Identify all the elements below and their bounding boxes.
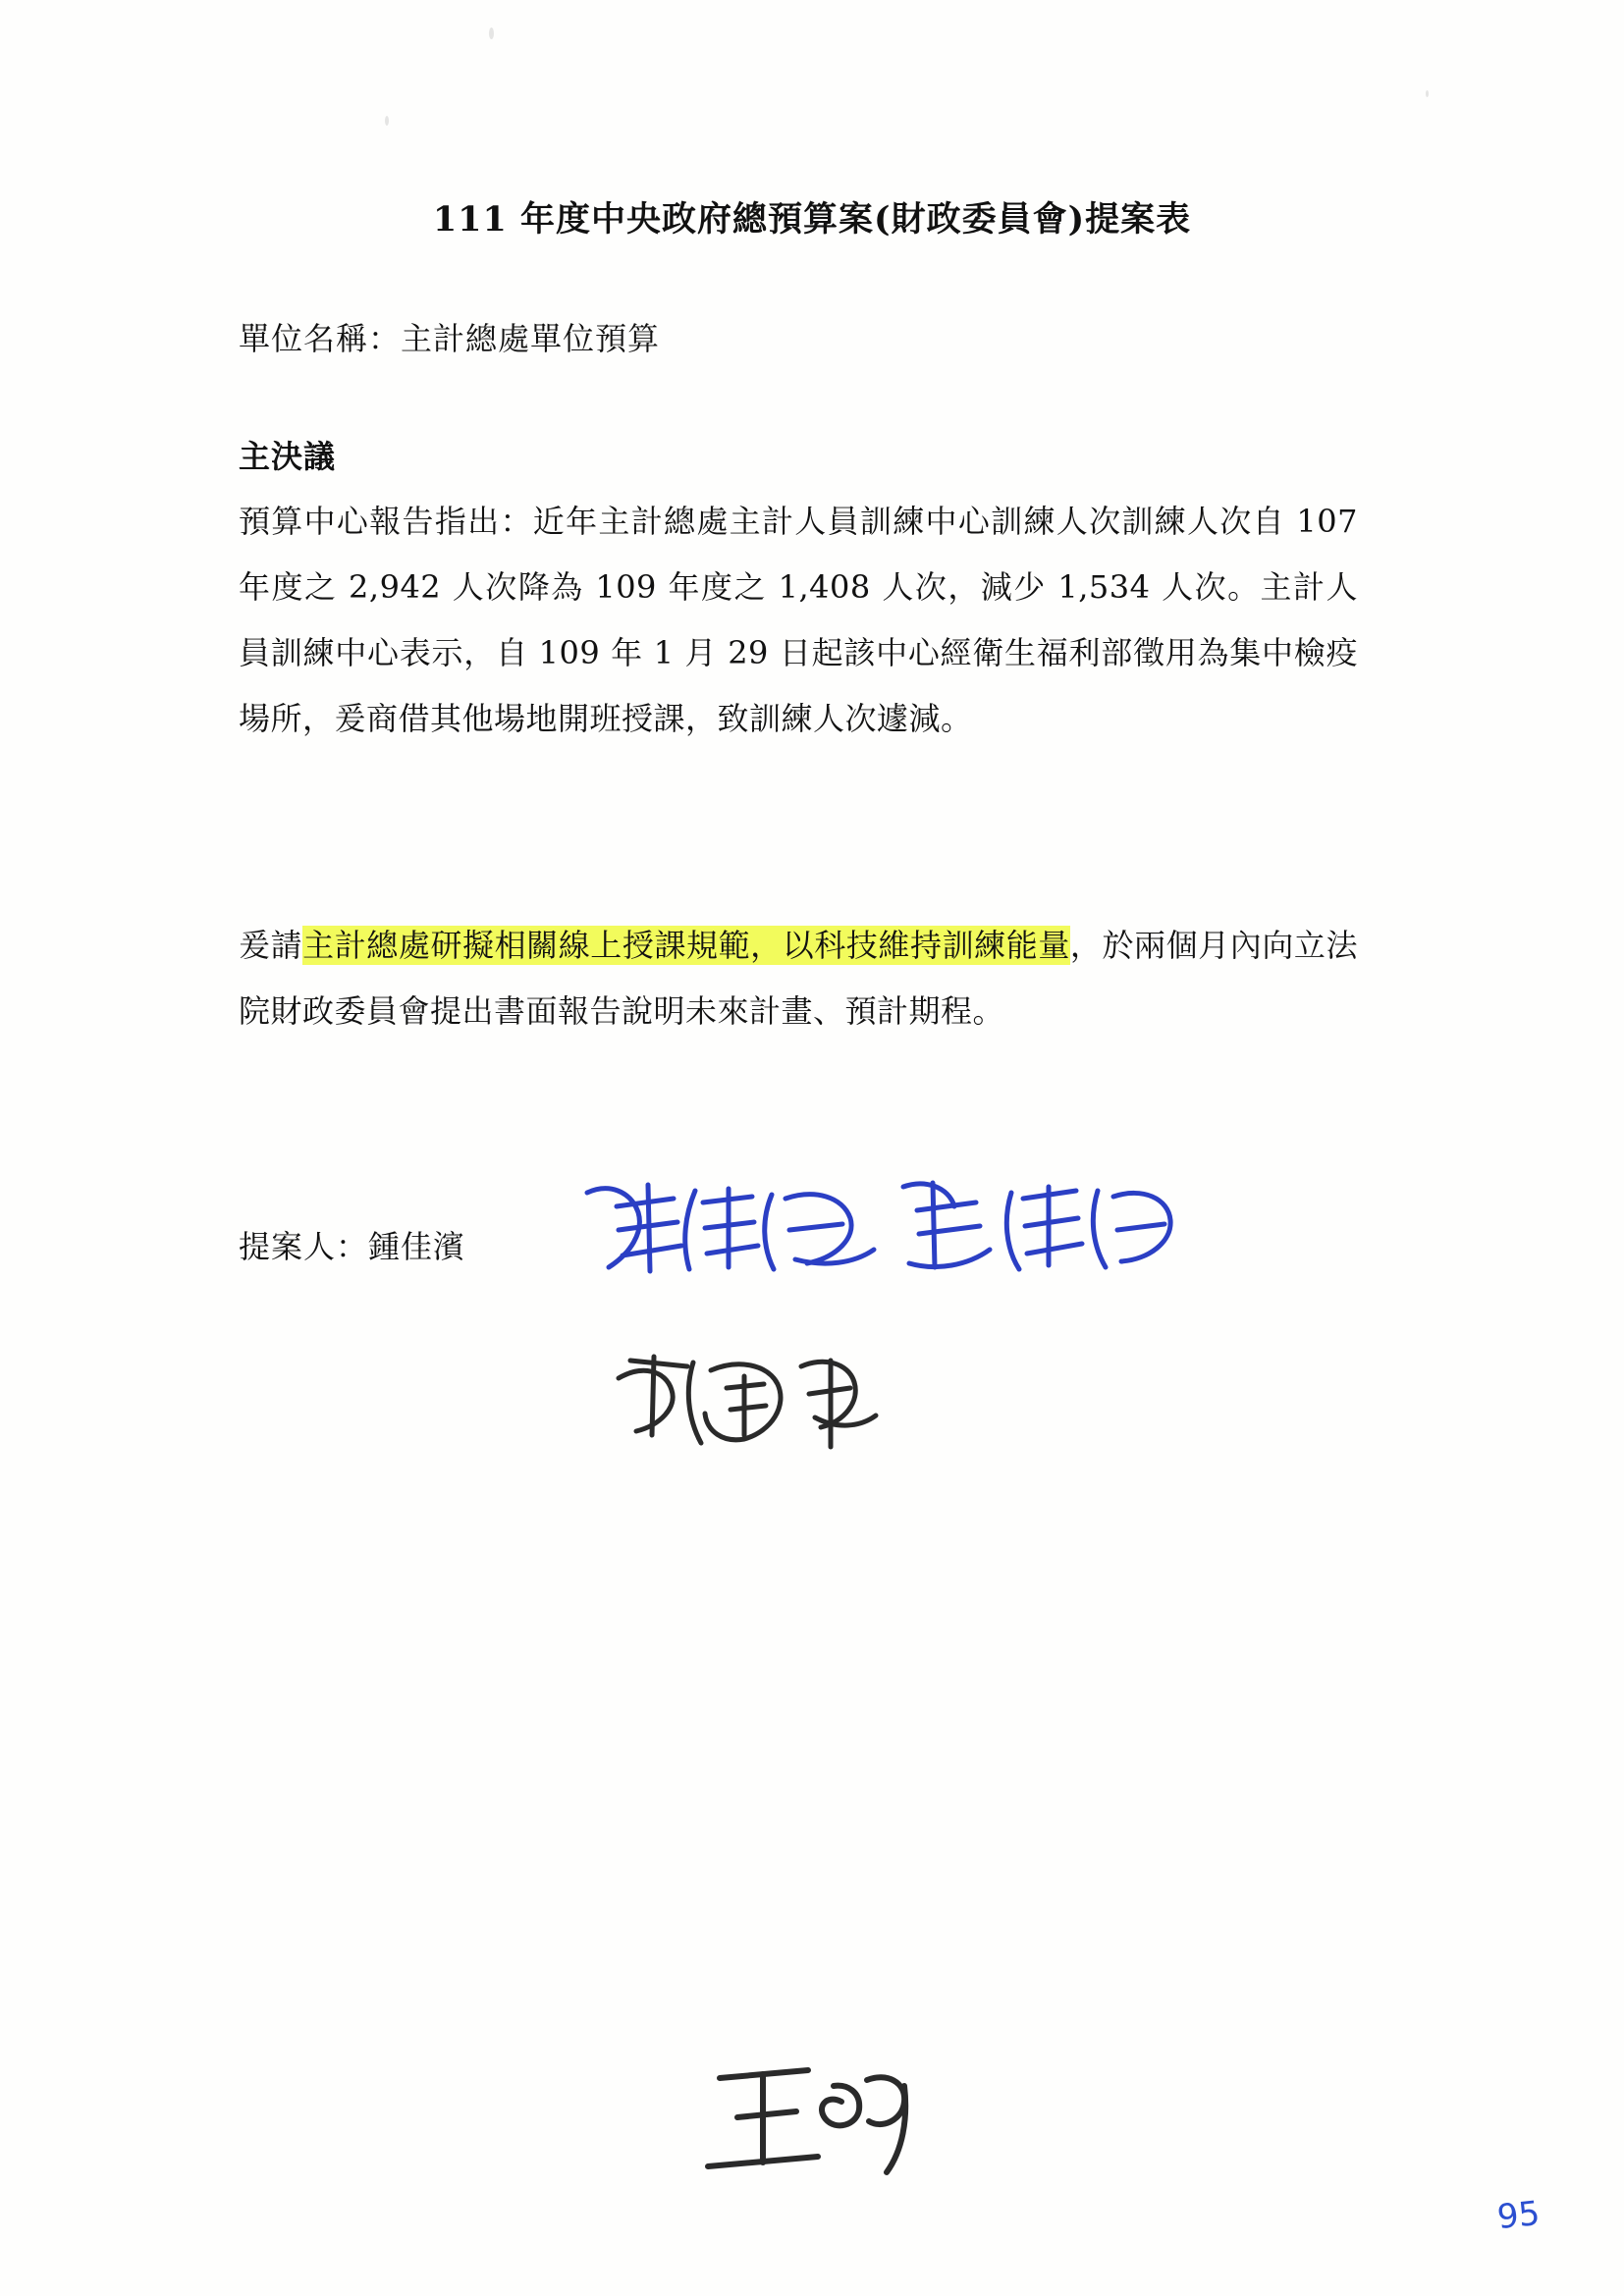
paragraph-background: 預算中心報告指出：近年主計總處主計人員訓練中心訓練人次訓練人次自 107 年度之 2,942 人次降為 109 年度之 1,408 人次，減少 1,534 人次。主計人員訓練中心表示，自 109 年 1 月 29 日起該中心經衛生福利部徵用為集中檢疫場所，爰商借其他場地開班授課，致訓練人次遽減。 bbox=[239, 503, 1358, 737]
proposer-label: 提案人： bbox=[239, 1228, 369, 1265]
page-title: 111 年度中央政府總預算案(財政委員會)提案表 bbox=[432, 199, 1192, 240]
signature-group-row-2 bbox=[609, 1345, 923, 1476]
proposer-row bbox=[239, 1222, 465, 1267]
paragraph-request bbox=[239, 913, 1358, 1044]
handwritten-stamp bbox=[694, 2056, 930, 2204]
signature-zhong-jia-bin bbox=[579, 1173, 1188, 1301]
scan-speck bbox=[489, 27, 494, 39]
unit-name-line bbox=[239, 314, 660, 359]
paragraph-request-prefix: 爰請 bbox=[239, 927, 303, 964]
paragraph-request-suffix: ，於兩個月內向立法院財政委員會提出書面報告說明未來計畫、預計期程。 bbox=[239, 927, 1358, 1030]
unit-name-label: 單位名稱： bbox=[239, 320, 402, 357]
proposer-name: 鍾佳濱 bbox=[368, 1228, 466, 1265]
highlighted-text: 主計總處研擬相關線上授課規範，以科技維持訓練能量 bbox=[302, 927, 1070, 964]
scan-speck bbox=[385, 116, 389, 126]
signature-group-row-1 bbox=[579, 1173, 1188, 1305]
scan-speck bbox=[1426, 90, 1429, 97]
unit-name-value: 主計總處單位預算 bbox=[401, 320, 661, 357]
page-number: 95 bbox=[1494, 2193, 1542, 2238]
bottom-stamp bbox=[0, 2056, 1624, 2208]
section-heading-main-resolution: 主決議 bbox=[239, 438, 337, 475]
signature-guo-guo-wen bbox=[609, 1345, 923, 1472]
